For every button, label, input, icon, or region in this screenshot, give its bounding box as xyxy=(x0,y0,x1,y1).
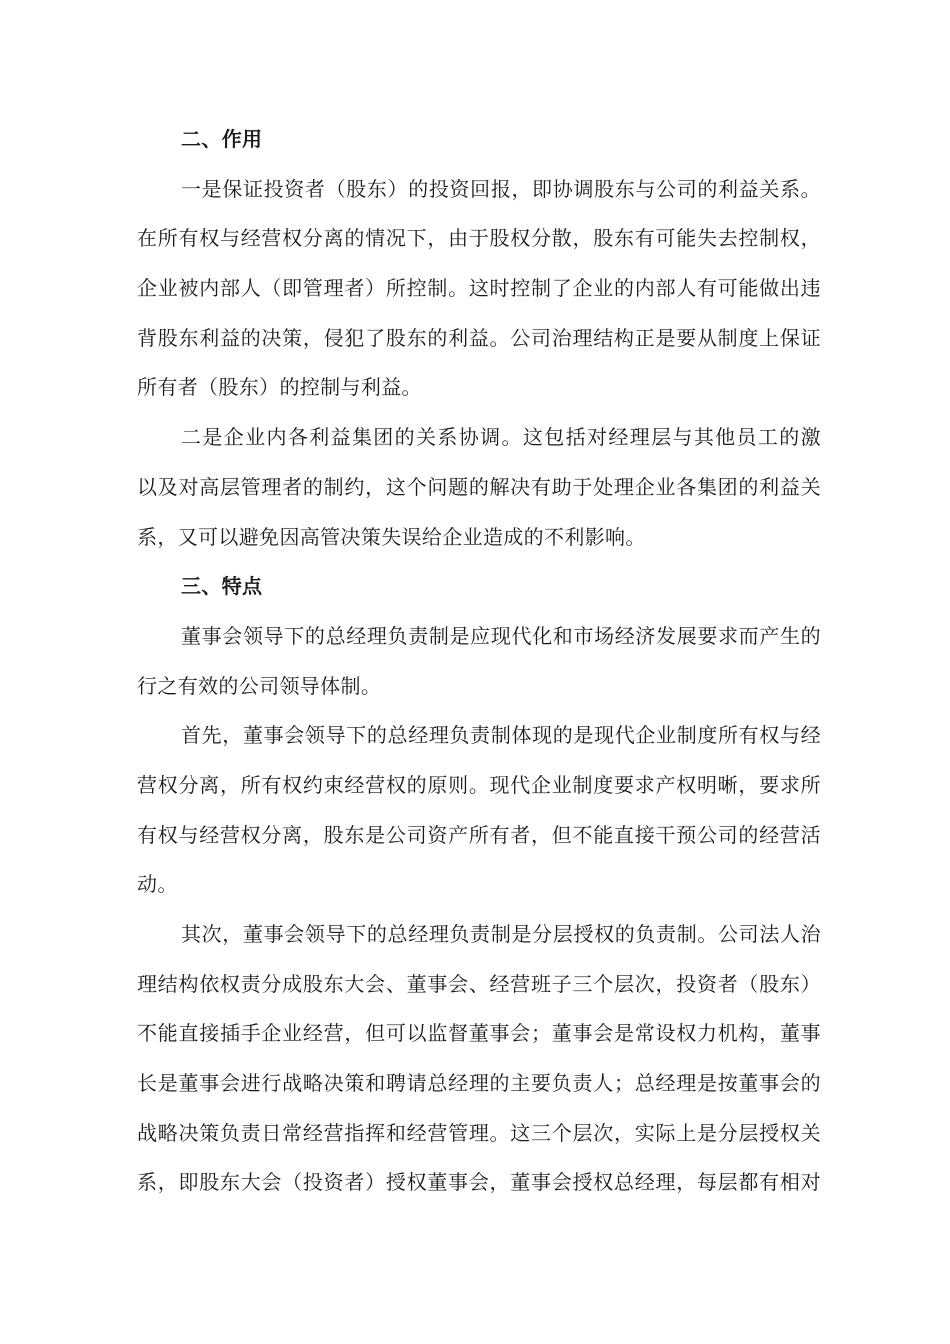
paragraph-line: 企业被内部人（即管理者）所控制。这时控制了企业的内部人有可能做出违 xyxy=(137,276,821,301)
section-heading-function: 二、作用 xyxy=(181,127,263,151)
paragraph-line: 有权与经营权分离，股东是公司资产所有者，但不能直接干预公司的经营活 xyxy=(137,822,821,847)
paragraph-line: 首先，董事会领导下的总经理负责制体现的是现代企业制度所有权与经 xyxy=(181,723,821,748)
paragraph-line: 动。 xyxy=(137,872,178,897)
paragraph-line: 以及对高层管理者的制约，这个问题的解决有助于处理企业各集团的利益关 xyxy=(137,474,821,499)
paragraph-line: 营权分离，所有权约束经营权的原则。现代企业制度要求产权明晰，要求所 xyxy=(137,772,821,797)
paragraph-line: 系，又可以避免因高管决策失误给企业造成的不利影响。 xyxy=(137,524,646,549)
paragraph-line: 系，即股东大会（投资者）授权董事会，董事会授权总经理，每层都有相对 xyxy=(137,1170,821,1195)
paragraph-line: 董事会领导下的总经理负责制是应现代化和市场经济发展要求而产生的 xyxy=(181,623,821,648)
paragraph-line: 所有者（股东）的控制与利益。 xyxy=(137,375,422,400)
paragraph-line: 二是企业内各利益集团的关系协调。这包括对经理层与其他员工的激 xyxy=(181,425,821,450)
paragraph-line: 不能直接插手企业经营，但可以监督董事会；董事会是常设权力机构，董事 xyxy=(137,1021,821,1046)
paragraph-line: 战略决策负责日常经营指挥和经营管理。这三个层次，实际上是分层授权关 xyxy=(137,1120,821,1145)
paragraph-line: 理结构依权责分成股东大会、董事会、经营班子三个层次，投资者（股东） xyxy=(137,971,821,996)
paragraph-line: 长是董事会进行战略决策和聘请总经理的主要负责人；总经理是按董事会的 xyxy=(137,1071,821,1096)
paragraph-line: 一是保证投资者（股东）的投资回报，即协调股东与公司的利益关系。 xyxy=(181,176,821,201)
section-heading-features: 三、特点 xyxy=(181,574,263,599)
paragraph-line: 行之有效的公司领导体制。 xyxy=(137,673,382,698)
document-page xyxy=(137,115,821,1208)
paragraph-line: 背股东利益的决策，侵犯了股东的利益。公司治理结构正是要从制度上保证 xyxy=(137,325,821,350)
paragraph-line: 在所有权与经营权分离的情况下，由于股权分散，股东有可能失去控制权， xyxy=(137,226,821,251)
paragraph-line: 其次，董事会领导下的总经理负责制是分层授权的负责制。公司法人治 xyxy=(181,922,821,946)
